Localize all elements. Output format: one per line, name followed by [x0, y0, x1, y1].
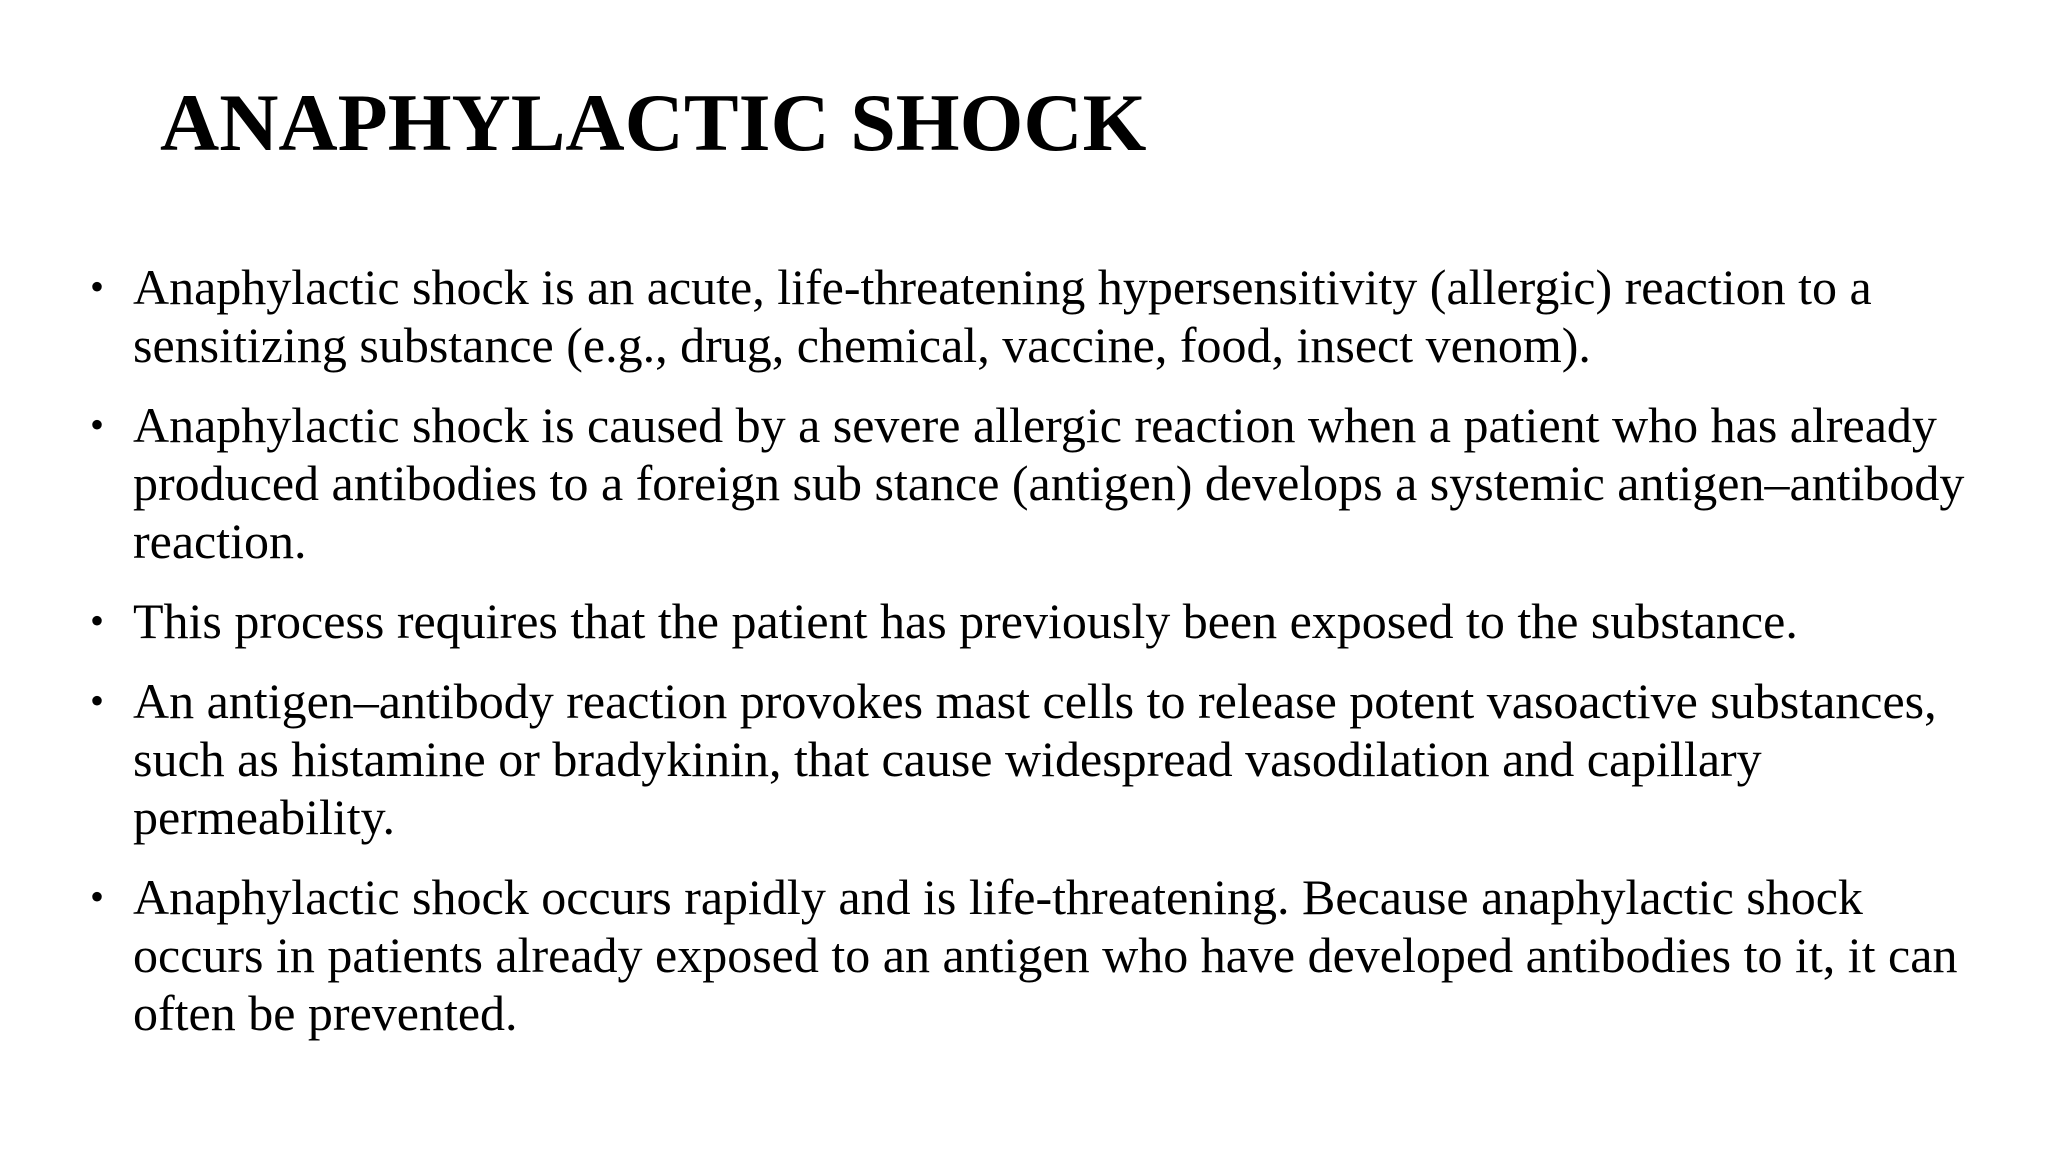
bullet-icon: • [90, 678, 105, 723]
bullet-icon: • [90, 402, 105, 447]
bullet-item [90, 672, 1990, 846]
bullet-item [90, 258, 1990, 374]
bullet-text: This process requires that the patient has previously been exposed to the substance. [133, 593, 1798, 649]
bullet-icon: • [90, 874, 105, 919]
bullet-list [90, 258, 1990, 1064]
bullet-icon: • [90, 264, 105, 309]
bullet-text: Anaphylactic shock is an acute, life-threatening hypersensitivity (allergic) reaction to a sensitizing substance (e.g., drug, chemical, vaccine, food, insect venom). [133, 259, 1872, 373]
bullet-text: Anaphylactic shock occurs rapidly and is life-threatening. Because anaphylactic shock occurs in patients already exposed to an antigen who have developed antibodies to it, it can often be prevented. [133, 869, 1958, 1041]
bullet-item [90, 868, 1990, 1042]
bullet-text: Anaphylactic shock is caused by a severe allergic reaction when a patient who has already produced antibodies to a foreign sub stance (antigen) develops a systemic antigen–antibody reaction. [133, 397, 1965, 569]
bullet-icon: • [90, 598, 105, 643]
bullet-text: An antigen–antibody reaction provokes mast cells to release potent vasoactive substances, such as histamine or bradykinin, that cause widespread vasodilation and capillary permeability. [133, 673, 1937, 845]
slide-title: ANAPHYLACTIC SHOCK [160, 77, 1147, 168]
bullet-item [90, 592, 1990, 650]
bullet-item [90, 396, 1990, 570]
